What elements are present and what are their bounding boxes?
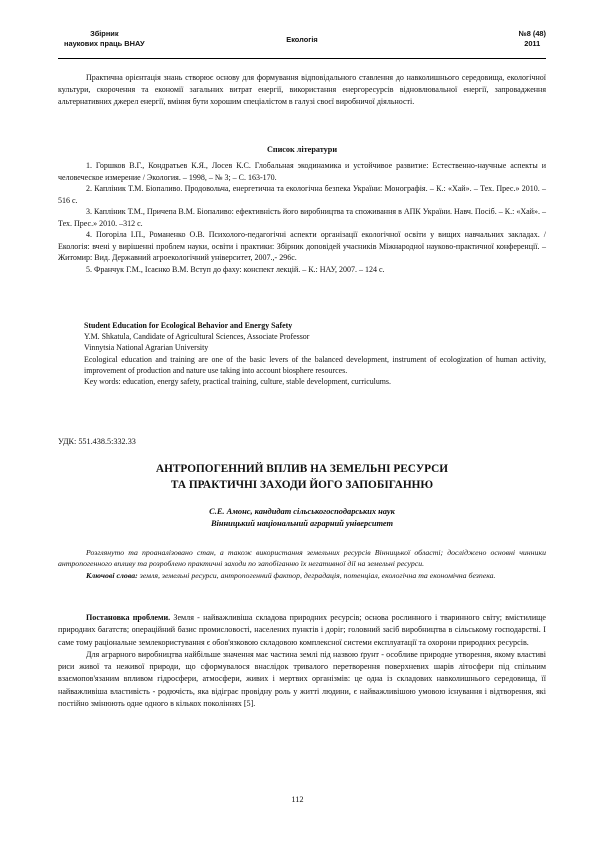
article-author-block <box>58 506 546 530</box>
abstract-title: Student Education for Ecological Behavior and Energy Safety <box>84 321 293 330</box>
page-number: 112 <box>291 795 304 804</box>
header-collection-sub: наукових праць ВНАУ <box>64 39 145 48</box>
udc-code: УДК: 551.438.5:332.33 <box>58 437 136 446</box>
paragraph-text: Земля - найважливіша складова природних ресурсів; основа рослинного і тваринного світу; вмістилище природних багатств; операційний базис промисловості, населених пунктів і доріг; головний засіб виробництва в сільському господарстві. І саме тому раціональне землекористування є обов'язковою складовою комплексної системи експлуатації та охорони природних ресурсів. <box>58 613 546 647</box>
intro-paragraph: Практична орієнтація знань створює основу для формування відповідального ставлення до навколишнього середовища, екологічної культури, скорочення та економії загальних витрат енергії, використання енергоресурсів відновлювальної енергії, запровадження альтернативних джерел енергії, вміння бути хорошим спеціалістом в галузі своєї виробничої діяльності. <box>58 73 546 106</box>
article-title-line1: АНТРОПОГЕННИЙ ВПЛИВ НА ЗЕМЕЛЬНІ РЕСУРСИ <box>155 463 449 475</box>
section-lead: Постановка проблеми. <box>86 613 171 622</box>
header-section: Екологія <box>286 35 318 44</box>
abstract-keywords: Key words: education, energy safety, practical training, culture, stable development, curriculums. <box>84 377 391 387</box>
article-title <box>58 462 546 493</box>
header-right <box>518 29 546 49</box>
reference-item: 3. Капліник Т.М., Причепа В.М. Біопаливо: ефективність його виробництва та споживання в АПК України. Навч. Посіб. – К.: «Хай». – Тех. Прес.» 2010. –312 с. <box>58 207 546 228</box>
abstract-author: Y.M. Shkatula, Candidate of Agricultural Sciences, Associate Professor <box>84 332 310 342</box>
abstract-affiliation: Vinnytsia National Agrarian University <box>84 343 209 353</box>
reference-item: 1. Горшков В.Г., Кондратьев К.Я., Лосев К.С. Глобальная экодинамика и устойчивое развитие: Естественно-научные аспекты и человеческое измерение / Экология. – 1998, – № 3; – С. 163-170. <box>58 161 546 182</box>
header-collection: Збірник <box>90 29 119 38</box>
article-affiliation: Вінницький національний аграрний університет <box>210 519 394 528</box>
annotation-text: Розглянуто та проаналізовано стан, а також використання земельних ресурсів Вінницької області; досліджено основні чинники антропогенного впливу та розроблено практичні заходи по запобіганню їх негативної дії на земельні ресурси. <box>58 548 546 569</box>
abstract-text: Ecological education and training are one of the basic levers of the balanced development, instrument of ecologization of human activity, improvement of production and nature use taking into account biosphere resources. <box>84 354 546 375</box>
reference-item: 2. Капліник Т.М. Біопаливо. Продовольча, енергетична та екологічна безпека України: Монографія. – К.: «Хай». – Тех. Прес.» 2010. –516 с. <box>58 184 546 205</box>
header-divider <box>58 58 546 59</box>
keywords-label: Ключові слова: <box>86 570 138 580</box>
english-abstract <box>84 320 546 387</box>
references-title: Список літератури <box>266 145 338 154</box>
article-body <box>58 612 546 710</box>
body-paragraph: Для аграрного виробництва найбільше значення має частина землі під назвою ґрунт - особливе природне утворення, якому властиві риси живої та неживої природи, що сформувалося внаслідок тривалого перетворення поверхневих шарів літосфери під спільним взаємопов'язаним впливом гідросфери, атмосфери, живих і мертвих організмів: це одна із складових навколишнього середовища, її найважливіша властивість - родючість, яка відіграє провідну роль у житті людини, є найважливішою умовою існування і відтворення, які постійно змінюють одне одного в кількох поколіннях [5]. <box>58 649 546 709</box>
keywords-line <box>58 570 546 581</box>
running-header <box>58 26 546 56</box>
body-paragraph <box>58 612 546 649</box>
article-annotation <box>58 547 546 581</box>
article-author: С.Е. Амонс, кандидат сільськогосподарських наук <box>209 507 395 516</box>
header-issue: №8 (48) <box>518 29 546 38</box>
article-title-line2: ТА ПРАКТИЧНІ ЗАХОДИ ЙОГО ЗАПОБІГАННЮ <box>170 478 434 491</box>
reference-item: 5. Франчук Г.М., Ісаєнко В.М. Вступ до фаху: конспект лекцій. – К.: НАУ, 2007. – 124 с. <box>86 264 385 274</box>
references-list <box>58 160 546 275</box>
keywords-text: земля, земельні ресурси, антропогенний фактор, деградація, потенціал, екологічна та економічна безпека. <box>137 570 496 580</box>
reference-item: 4. Погоріла І.П., Романенко О.В. Психолого-педагогічні аспекти організації екологічної освіти у вищих навчальних закладах. / Екологія: вчені у вирішенні проблем науки, освіти і практики: Збірник доповідей учасників Міжнародної науково-практичної конференції. – Житомир: Вид. Державний агроекологічний університет, 2007.,- 296с. <box>58 230 546 262</box>
header-year: 2011 <box>524 39 541 48</box>
